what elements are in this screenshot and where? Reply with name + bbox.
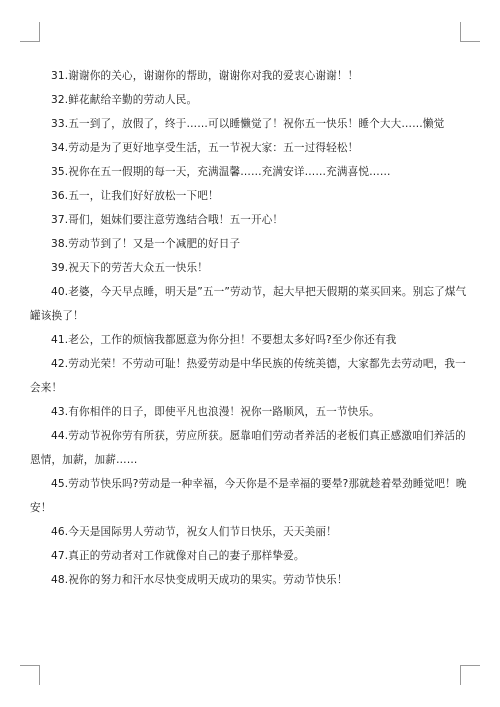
- crop-mark-bottom-left: [39, 665, 40, 685]
- paragraph: 43.有你相伴的日子，即使平凡也浪漫！祝你一路顺风，五一节快乐。: [51, 406, 380, 418]
- paragraph: 47.真正的劳动者对工作就像对自己的妻子那样挚爱。: [51, 550, 305, 562]
- crop-mark-top-left: [39, 22, 40, 42]
- paragraph: 31.谢谢你的关心，谢谢你的帮助，谢谢你对我的爱衷心谢谢！！: [51, 70, 359, 82]
- paragraph: 48.祝你的努力和汗水尽快变成明天成功的果实。劳动节快乐！: [51, 574, 348, 586]
- paragraph: 42.劳动光荣！不劳动可耻！热爱劳动是中华民族的传统美德，大家都先去劳动吧，我一会来！: [30, 358, 466, 394]
- paragraph: 46.今天是国际男人劳动节，祝女人们节日快乐，天天美丽！: [51, 526, 337, 538]
- paragraph: 41.老公，工作的烦恼我都愿意为你分担！不要想太多好吗?至少你还有我: [51, 334, 397, 346]
- paragraph: 38.劳动节到了！又是一个减肥的好日子: [51, 238, 241, 250]
- crop-mark-bottom-right: [460, 665, 461, 685]
- crop-mark-top-left: [20, 41, 40, 42]
- crop-mark-top-right: [460, 41, 480, 42]
- paragraph: 35.祝你在五一假期的每一天，充满温馨……充满安详……充满喜悦……: [51, 166, 391, 178]
- paragraph: 37.哥们，姐妹们要注意劳逸结合哦！五一开心！: [51, 214, 284, 226]
- paragraph: 34.劳动是为了更好地享受生活，五一节祝大家：五一过得轻松！: [51, 142, 359, 154]
- paragraph: 36.五一，让我们好好放松一下吧！: [51, 190, 219, 202]
- paragraph: 32.鲜花献给辛勤的劳动人民。: [51, 94, 198, 106]
- crop-mark-bottom-left: [20, 665, 40, 666]
- document-body: [30, 64, 470, 592]
- crop-mark-top-right: [460, 22, 461, 42]
- paragraph: 44.劳动节祝你劳有所获，劳应所获。愿靠咱们劳动者养活的老板们真正感激咱们养活的恩情，加薪，加薪……: [30, 430, 466, 466]
- paragraph: 45.劳动节快乐吗?劳动是一种幸福，今天你是不是幸福的要晕?那就趁着晕劲睡觉吧！晚安！: [30, 478, 467, 514]
- paragraph: 40.老婆，今天早点睡，明天是”五一”劳动节，起大早把天假期的菜买回来。别忘了煤气罐该换了！: [30, 286, 467, 322]
- crop-mark-bottom-right: [460, 665, 480, 666]
- paragraph: 39.祝天下的劳苦大众五一快乐！: [51, 262, 208, 274]
- paragraph: 33.五一到了，放假了，终于……可以睡懒觉了！祝你五一快乐！睡个大大……懒觉: [51, 118, 445, 130]
